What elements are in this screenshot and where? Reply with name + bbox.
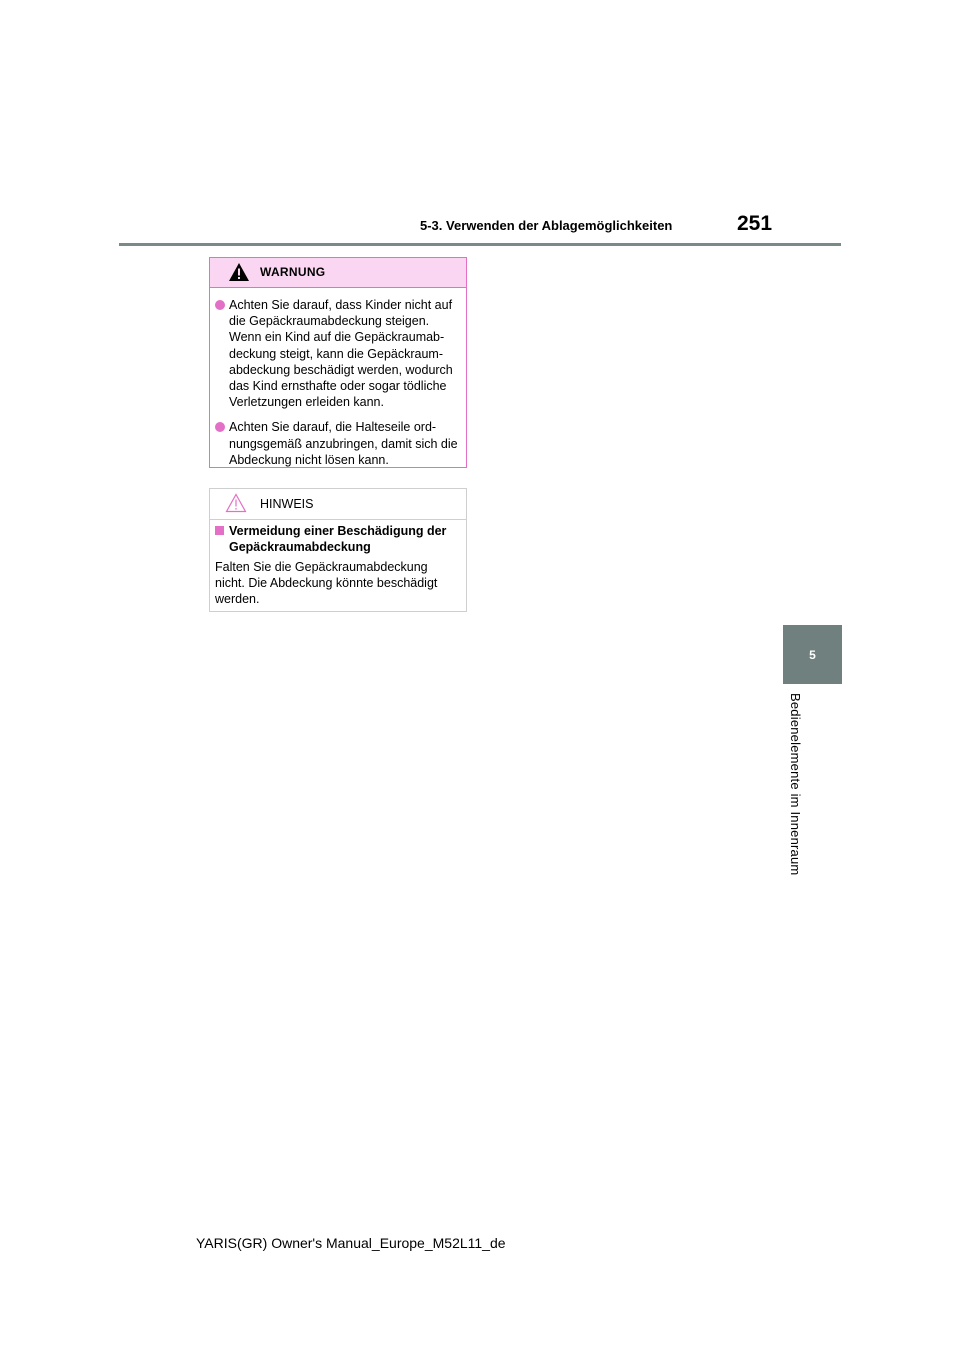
- section-title: 5-3. Verwenden der Ablagemöglichkeiten: [420, 218, 673, 233]
- page-number: 251: [737, 212, 773, 235]
- header-divider: [119, 243, 841, 246]
- chapter-side-label: Bedienelemente im Innenraum: [788, 693, 803, 876]
- caution-triangle-outline-icon: [225, 493, 247, 513]
- notice-box: [209, 488, 467, 612]
- notice-body: [210, 520, 466, 608]
- notice-text: Falten Sie die Gepäckraumabdeckung nicht. Die Abdeckung könnte beschädigt werden.: [215, 560, 438, 607]
- warning-box: [209, 257, 467, 468]
- chapter-number: 5: [809, 647, 816, 662]
- warning-item: [215, 419, 460, 468]
- notice-heading-text: Vermeidung einer Beschädigung der Gepäckraumabdeckung: [229, 524, 447, 554]
- warning-item-text: Achten Sie darauf, dass Kinder nicht auf die Gepäckraumabdeckung steigen. Wenn ein Kind auf die Gepäckraumab-deckung steigt, kann die Gepäckraum-abdeckung beschädigt werden, wodurch das Kind ernsthafte oder sogar tödliche Verletzungen erleiden kann.: [229, 298, 453, 410]
- bullet-dot-icon: [215, 300, 225, 310]
- square-bullet-icon: [215, 526, 224, 535]
- warning-header: [210, 258, 466, 288]
- bullet-dot-icon: [215, 422, 225, 432]
- notice-header: [210, 489, 466, 520]
- page-footer: YARIS(GR) Owner's Manual_Europe_M52L11_de: [196, 1235, 506, 1251]
- warning-body: [210, 288, 466, 468]
- warning-label: WARNUNG: [260, 265, 326, 279]
- warning-item: [215, 297, 460, 410]
- notice-label: HINWEIS: [260, 497, 314, 511]
- notice-heading: [215, 523, 460, 555]
- warning-triangle-icon: [228, 262, 250, 282]
- warning-item-text: Achten Sie darauf, die Halteseile ord-nungsgemäß anzubringen, damit sich die Abdeckung nicht lösen kann.: [229, 420, 458, 467]
- chapter-tab: [783, 625, 842, 684]
